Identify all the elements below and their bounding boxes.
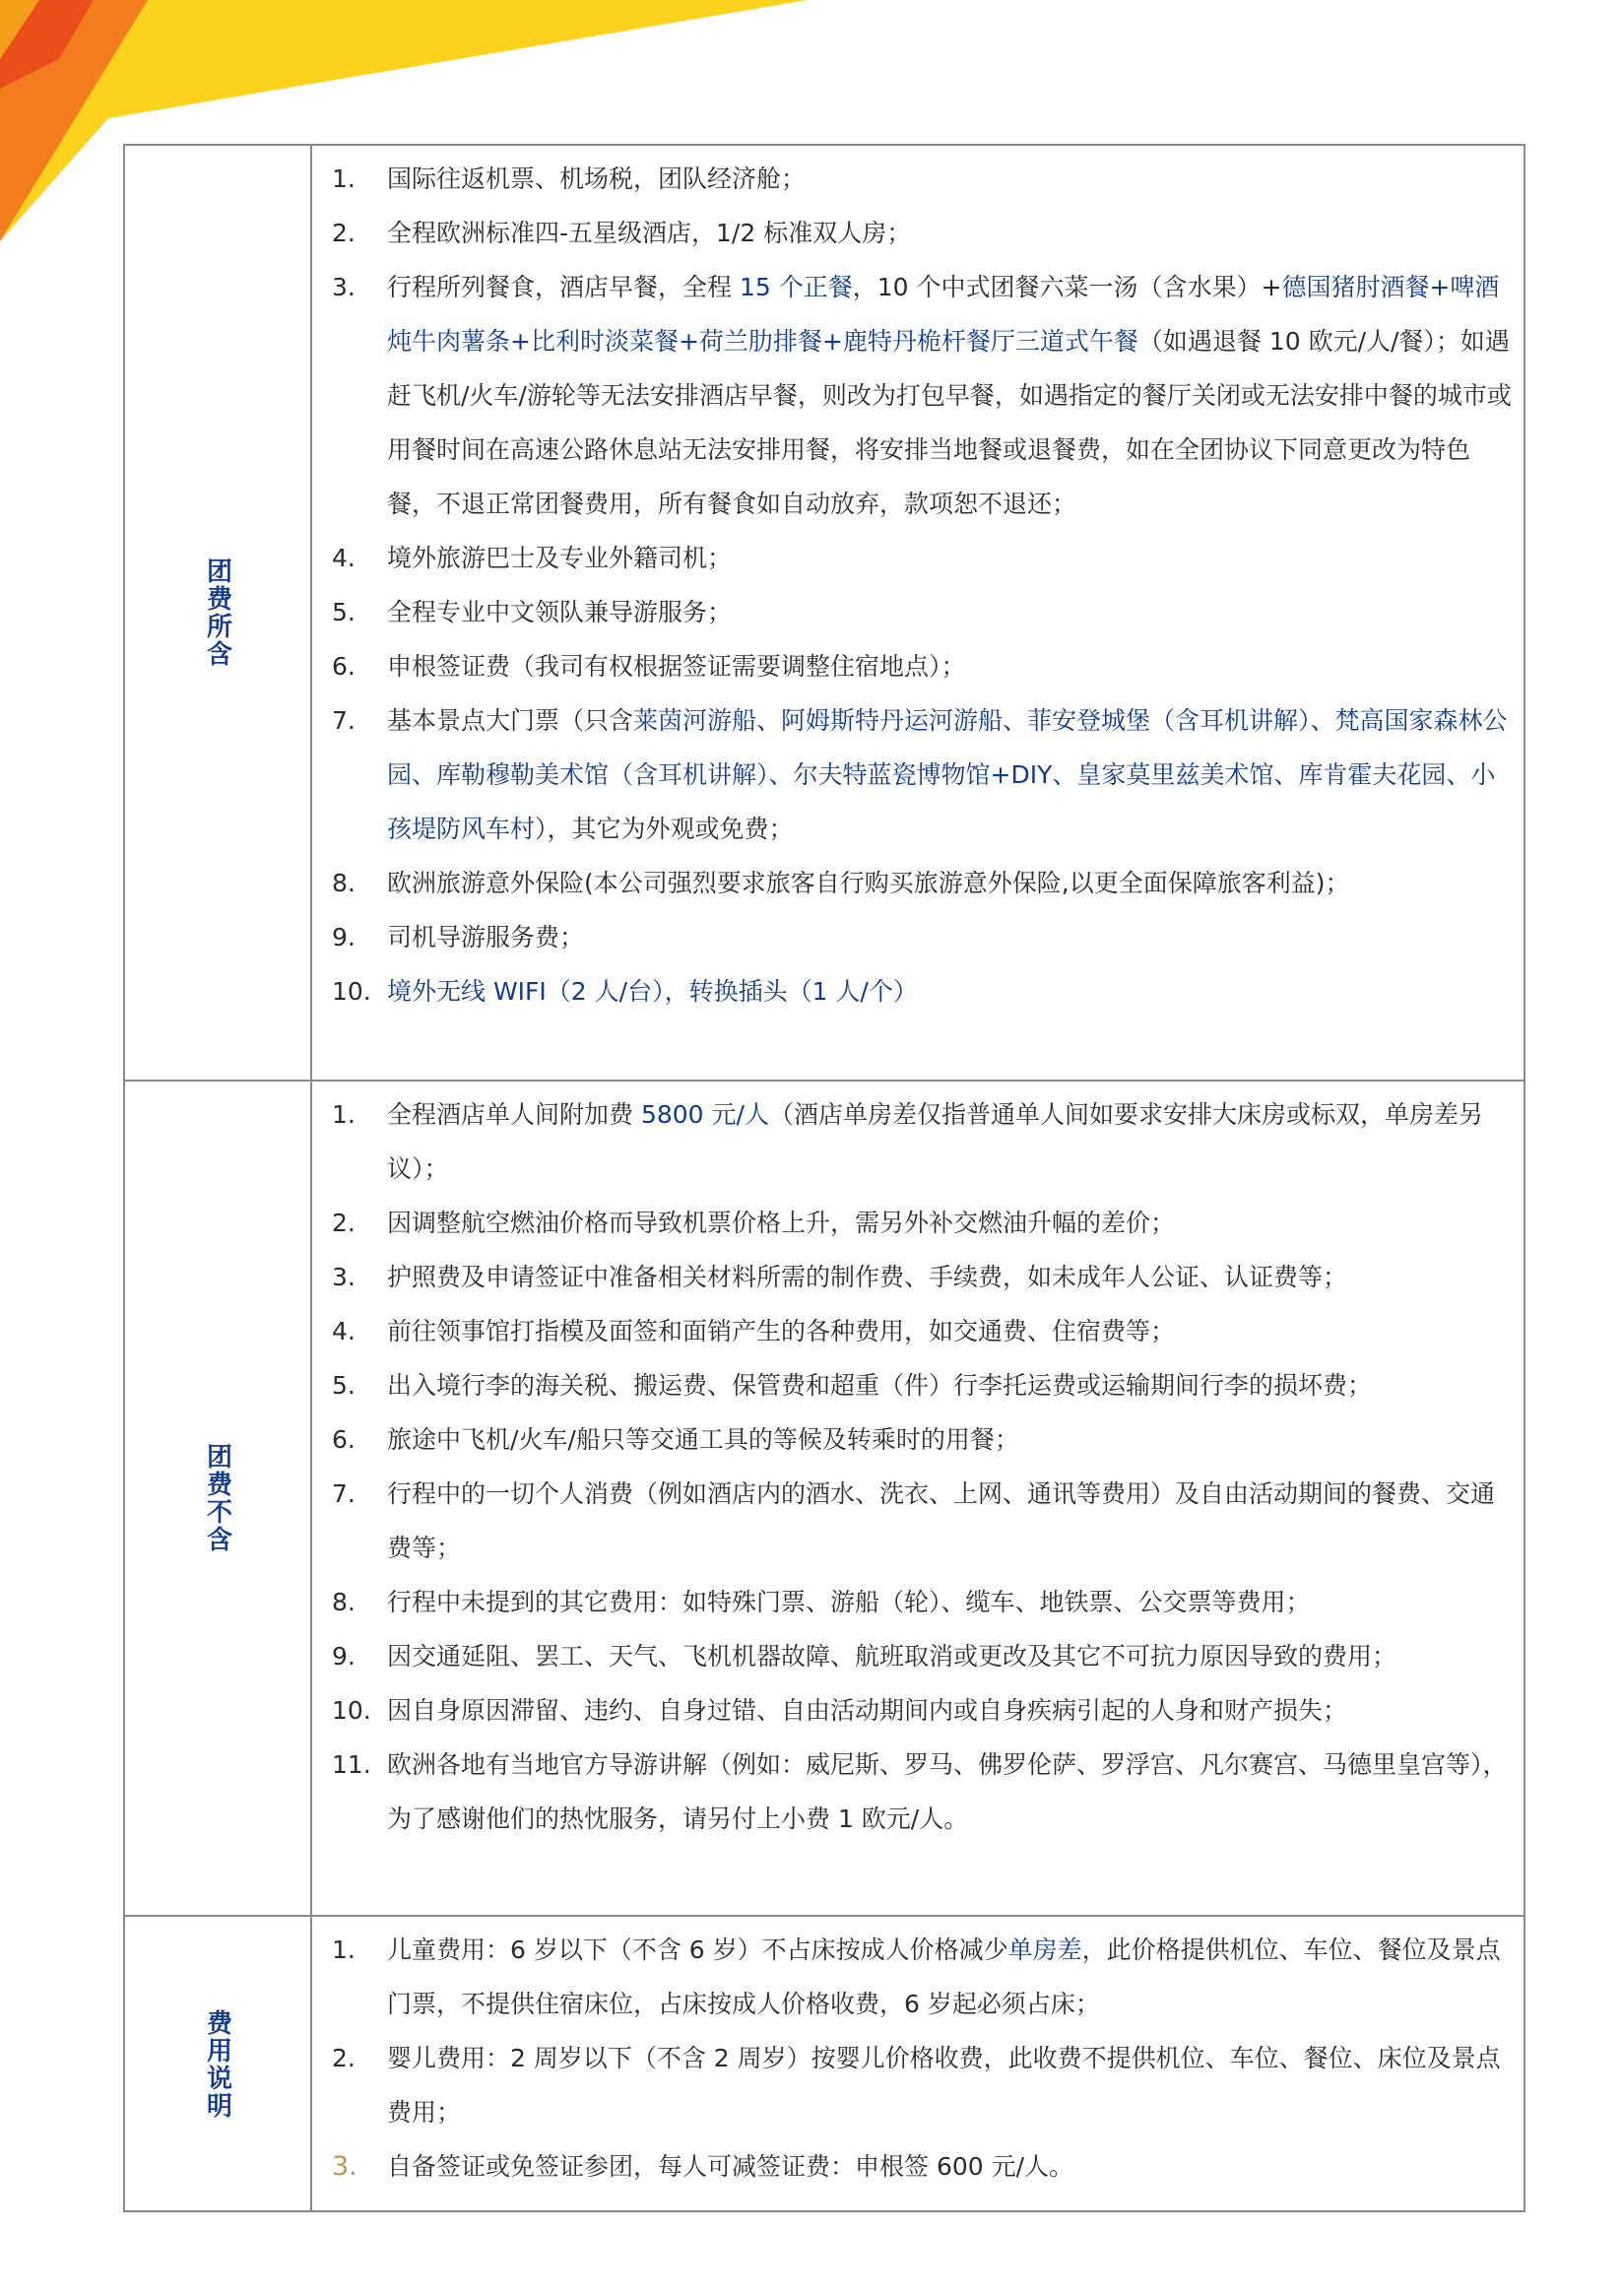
item-number: 1.: [332, 1100, 356, 1129]
highlight-text: 境外无线 WIFI（2 人/台），转换插头（1 人/个）: [387, 977, 918, 1006]
text-segment: 旅途中飞机/火车/船只等交通工具的等候及转乘时的用餐；: [387, 1425, 1019, 1454]
list-item: [322, 1467, 1514, 1575]
item-number: 1.: [332, 164, 356, 193]
item-number: 7.: [332, 706, 356, 735]
list-item: [322, 152, 1514, 206]
text-segment: ，此价格提供机位、车位、餐位及景点门票，不提供住宿床位，占床按成人价格收费，6 岁起必须占床；: [387, 1935, 1501, 2018]
text-segment: 欧洲各地有当地官方导游讲解（例如：威尼斯、罗马、佛罗伦萨、罗浮宫、凡尔赛宫、马德里皇宫等），为了感谢他们的热忱服务，请另付上小费 1 欧元/人。: [387, 1750, 1508, 1833]
item-text: [387, 585, 1514, 639]
text-segment: ，10 个中式团餐六菜一汤（含水果）+: [852, 273, 1282, 301]
text-segment: 行程中未提到的其它费用：如特殊门票、游船（轮）、缆车、地铁票、公交票等费用；: [387, 1588, 1311, 1616]
item-number: 8.: [332, 869, 356, 897]
list-item: [322, 964, 1514, 1018]
list-item: [322, 2139, 1514, 2194]
fee-table: [123, 144, 1525, 2212]
text-segment: ），其它为外观或免费；: [535, 815, 794, 843]
item-number: 9.: [332, 1642, 356, 1671]
list-item: [322, 1412, 1514, 1467]
list-item: [322, 206, 1514, 260]
item-number: 5.: [332, 598, 356, 626]
list-item: [322, 1087, 1514, 1196]
highlight-text: 5800 元/人: [640, 1100, 769, 1129]
section-items: [322, 1923, 1514, 2194]
item-text: [387, 1629, 1514, 1683]
text-segment: 因自身原因滞留、违约、自身过错、自由活动期间内或自身疾病引起的人身和财产损失；: [387, 1696, 1348, 1725]
item-number: 3.: [332, 1263, 356, 1291]
item-number: 2.: [332, 219, 356, 247]
list-item: [322, 693, 1514, 856]
item-number: 1.: [332, 1935, 356, 1964]
item-number: 4.: [332, 1317, 356, 1345]
list-item: [322, 585, 1514, 639]
item-number: 10.: [332, 977, 371, 1006]
section-included: [125, 146, 1524, 1082]
item-number: 6.: [332, 1425, 356, 1454]
section-label: 团费不含: [125, 1082, 312, 1915]
item-text: [387, 1467, 1514, 1575]
item-text: [387, 1923, 1514, 2031]
item-number: 8.: [332, 1588, 356, 1616]
list-item: [322, 1250, 1514, 1304]
text-segment: 儿童费用：6 岁以下（不含 6 岁）不占床按成人价格减少: [387, 1935, 1008, 1964]
item-text: [387, 1358, 1514, 1412]
item-text: [387, 693, 1514, 856]
list-item: [322, 260, 1514, 531]
text-segment: 全程酒店单人间附加费: [387, 1100, 641, 1129]
list-item: [322, 1575, 1514, 1629]
item-text: [387, 1304, 1514, 1358]
text-segment: 基本景点大门票（只含: [387, 706, 634, 735]
item-number: 10.: [332, 1696, 371, 1725]
highlight-text: 德国猪肘酒餐+啤酒炖牛肉薯条+比利时淡菜餐+荷兰肋排餐+鹿特丹桅杆餐厅三道式午餐: [387, 273, 1500, 356]
item-number: 2.: [332, 2044, 356, 2072]
text-segment: 出入境行李的海关税、搬运费、保管费和超重（件）行李托运费或运输期间行李的损坏费；: [387, 1371, 1373, 1400]
item-number: 11.: [332, 1750, 371, 1779]
item-text: [387, 639, 1514, 693]
list-item: [322, 1923, 1514, 2031]
text-segment: 司机导游服务费；: [387, 923, 585, 951]
list-item: [322, 1629, 1514, 1683]
list-item: [322, 1196, 1514, 1250]
text-segment: 婴儿费用：2 周岁以下（不含 2 周岁）按婴儿价格收费，此收费不提供机位、车位、餐位、床位及景点费用；: [387, 2044, 1501, 2127]
item-text: [387, 1250, 1514, 1304]
text-segment: 欧洲旅游意外保险(本公司强烈要求旅客自行购买旅游意外保险,以更全面保障旅客利益)；: [387, 869, 1350, 897]
item-text: [387, 910, 1514, 964]
text-segment: 全程专业中文领队兼导游服务；: [387, 598, 733, 626]
item-number: 9.: [332, 923, 356, 951]
item-text: [387, 1683, 1514, 1738]
section-items: [322, 152, 1514, 1018]
list-item: [322, 910, 1514, 964]
item-text: [387, 2031, 1514, 2139]
text-segment: 因调整航空燃油价格而导致机票价格上升，需另外补交燃油升幅的差价；: [387, 1209, 1176, 1237]
highlight-text: 15 个正餐: [739, 273, 853, 301]
item-number: 3.: [332, 2151, 357, 2182]
item-text: [387, 2139, 1514, 2194]
text-segment: 前往领事馆打指模及面签和面销产生的各种费用，如交通费、住宿费等；: [387, 1317, 1176, 1345]
section-label: 团费所含: [125, 146, 312, 1080]
text-segment: （酒店单房差仅指普通单人间如要求安排大床房或标双，单房差另议）；: [387, 1100, 1483, 1183]
list-item: [322, 531, 1514, 585]
item-number: 4.: [332, 544, 356, 572]
item-number: 6.: [332, 652, 356, 681]
section-items: [322, 1087, 1514, 1846]
text-segment: 国际往返机票、机场税，团队经济舱；: [387, 164, 807, 193]
text-segment: （如遇退餐 10 欧元/人/餐）；如遇赶飞机/火车/游轮等无法安排酒店早餐，则改为打包早餐，如遇指定的餐厅关闭或无法安排中餐的城市或用餐时间在高速公路休息站无法安排用餐，将安排当地餐或退餐费，如在全团协议下同意更改为特色餐，不退正常团餐费用，所有餐食如自动放弃，款项恕不退还；: [387, 327, 1512, 518]
list-item: [322, 2031, 1514, 2139]
highlight-text: 莱茵河游船、阿姆斯特丹运河游船、菲安登城堡（含耳机讲解）、梵高国家森林公园、库勒穆勒美术馆（含耳机讲解）、尔夫特蓝瓷博物馆+DIY、皇家莫里兹美术馆、库肯霍夫花园、小孩堤防风车村: [387, 706, 1508, 843]
item-number: 7.: [332, 1479, 356, 1508]
list-item: [322, 1738, 1514, 1846]
text-segment: 全程欧洲标准四-五星级酒店，1/2 标准双人房；: [387, 219, 912, 247]
section-fee-notes: [125, 1917, 1524, 2212]
item-text: [387, 1738, 1514, 1846]
text-segment: 护照费及申请签证中准备相关材料所需的制作费、手续费，如未成年人公证、认证费等；: [387, 1263, 1348, 1291]
text-segment: 因交通延阻、罢工、天气、飞机机器故障、航班取消或更改及其它不可抗力原因导致的费用；: [387, 1642, 1397, 1671]
text-segment: 自备签证或免签证参团，每人可减签证费：申根签 600 元/人。: [387, 2152, 1074, 2181]
text-segment: 申根签证费（我司有权根据签证需要调整住宿地点）；: [387, 652, 966, 681]
list-item: [322, 639, 1514, 693]
text-segment: 境外旅游巴士及专业外籍司机；: [387, 544, 733, 572]
section-excluded: [125, 1082, 1524, 1917]
list-item: [322, 1683, 1514, 1738]
item-text: [387, 152, 1514, 206]
item-text: [387, 856, 1514, 910]
list-item: [322, 856, 1514, 910]
text-segment: 行程中的一切个人消费（例如酒店内的酒水、洗衣、上网、通讯等费用）及自由活动期间的餐费、交通费等；: [387, 1479, 1496, 1562]
list-item: [322, 1304, 1514, 1358]
item-text: [387, 531, 1514, 585]
item-number: 3.: [332, 273, 356, 301]
highlight-text: 单房差: [1007, 1935, 1082, 1964]
item-text: [387, 964, 1514, 1018]
text-segment: 行程所列餐食，酒店早餐，全程: [387, 273, 740, 301]
item-text: [387, 1575, 1514, 1629]
section-label: 费用说明: [125, 1917, 312, 2212]
list-item: [322, 1358, 1514, 1412]
item-text: [387, 260, 1514, 531]
item-text: [387, 1087, 1514, 1196]
item-number: 5.: [332, 1371, 356, 1400]
item-text: [387, 1412, 1514, 1467]
item-text: [387, 1196, 1514, 1250]
item-number: 2.: [332, 1209, 356, 1237]
item-text: [387, 206, 1514, 260]
